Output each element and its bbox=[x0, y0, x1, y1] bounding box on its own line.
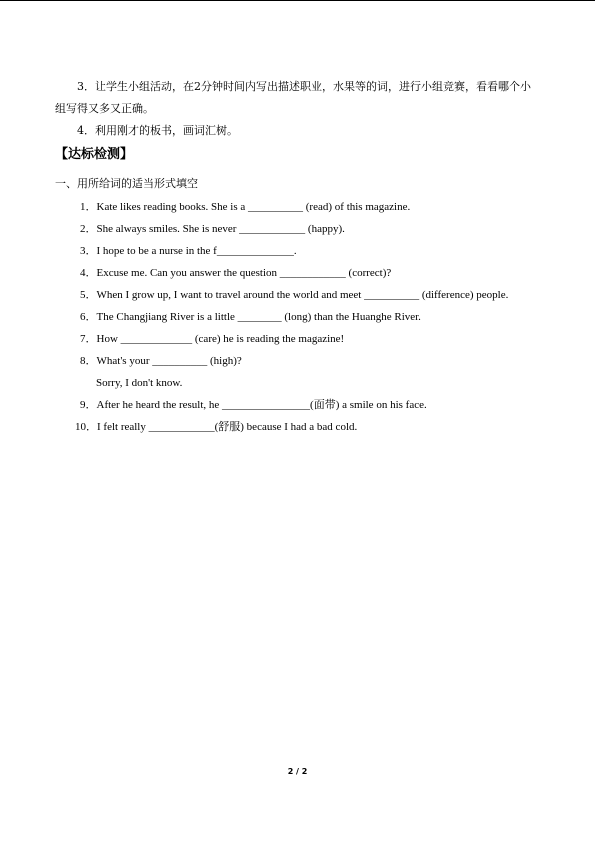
paragraph-4-text: 4．利用刚才的板书，画词汇树。 bbox=[77, 124, 238, 137]
item-number: 6． bbox=[80, 311, 97, 323]
exercise-item-8 bbox=[80, 353, 242, 369]
page-top-border bbox=[0, 0, 595, 1]
exercise-item-9 bbox=[80, 397, 427, 413]
item-text: Sorry, I don't know. bbox=[96, 377, 183, 389]
exercise-item-4 bbox=[80, 265, 391, 281]
item-number: 2． bbox=[80, 223, 97, 235]
item-number: 9． bbox=[80, 399, 97, 411]
item-text: Excuse me. Can you answer the question ____________ (correct)? bbox=[96, 267, 392, 279]
section-heading: 【达标检测】 bbox=[55, 147, 134, 162]
exercise-item-8-answer bbox=[96, 375, 182, 391]
item-text: The Changjiang River is a little ________ (long) than the Huanghe River. bbox=[96, 311, 421, 323]
exercise-item-5 bbox=[80, 287, 508, 303]
exercise-instruction: 一、用所给词的适当形式填空 bbox=[55, 177, 198, 190]
exercise-item-7 bbox=[80, 331, 344, 347]
exercise-item-6 bbox=[80, 309, 421, 325]
item-text: After he heard the result, he ________________(面带) a smile on his face. bbox=[96, 399, 427, 411]
paragraph-3 bbox=[55, 76, 541, 120]
exercise-item-10 bbox=[75, 419, 357, 435]
item-text: I felt really ____________(舒服) because I had a bad cold. bbox=[97, 421, 358, 433]
item-text: Kate likes reading books. She is a __________ (read) of this magazine. bbox=[96, 201, 411, 213]
item-text: I hope to be a nurse in the f______________. bbox=[96, 245, 297, 257]
item-text: She always smiles. She is never ____________ (happy). bbox=[96, 223, 345, 235]
exercise-item-1 bbox=[80, 199, 410, 215]
item-number: 7． bbox=[80, 333, 97, 345]
item-number: 10． bbox=[75, 421, 97, 433]
paragraph-4 bbox=[55, 120, 541, 142]
item-text: What's your __________ (high)? bbox=[96, 355, 242, 367]
item-text: How _____________ (care) he is reading the magazine! bbox=[96, 333, 345, 345]
item-number: 1． bbox=[80, 201, 97, 213]
exercise-item-3 bbox=[80, 243, 297, 259]
item-number: 8． bbox=[80, 355, 97, 367]
item-text: When I grow up, I want to travel around the world and meet __________ (difference) people. bbox=[96, 289, 509, 301]
page-number: 2 / 2 bbox=[287, 767, 308, 776]
item-number: 3． bbox=[80, 245, 97, 257]
exercise-item-2 bbox=[80, 221, 345, 237]
item-number: 5． bbox=[80, 289, 97, 301]
item-number: 4． bbox=[80, 267, 97, 279]
paragraph-3-text: 3．让学生小组活动，在2分钟时间内写出描述职业，水果等的词，进行小组竞赛，看看哪个小组写得又多又正确。 bbox=[55, 80, 531, 115]
